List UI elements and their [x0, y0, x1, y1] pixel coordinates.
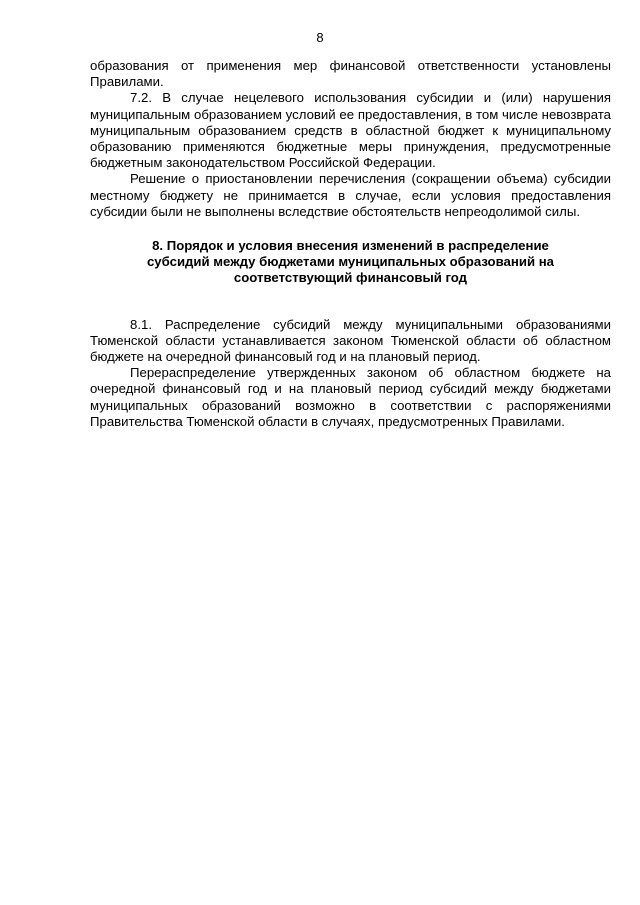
paragraph-redistribution: Перераспределение утвержденных законом об областном бюджете на очередной финансовый год и на плановый период субсидий между бюджетами муниципальных образований возможно в соответствии с распоряжениями Правительства Тюменской области в случаях, предусмотренных Правилами.: [90, 365, 611, 429]
section-heading: [90, 238, 611, 287]
section-heading-line: 8. Порядок и условия внесения изменений в распределение: [152, 238, 549, 254]
page-number: 8: [316, 30, 324, 45]
paragraph-8-1: 8.1. Распределение субсидий между муниципальными образованиями Тюменской области устанавливается законом Тюменской области об областном бюджете на очередной финансовый год и на плановый период.: [90, 316, 611, 365]
document-body: [90, 58, 611, 430]
section-heading-line: субсидий между бюджетами муниципальных образований на: [146, 254, 555, 270]
paragraph-continuation: образования от применения мер финансовой ответственности установлены Правилами.: [90, 58, 611, 90]
section-heading-line: соответствующий финансовый год: [233, 270, 468, 286]
paragraph-7-2: 7.2. В случае нецелевого использования субсидии и (или) нарушения муниципальным образованием условий ее предоставления, в том числе невозврата муниципальным образованием средств в областной бюджет к муниципальному образованию применяются бюджетные меры принуждения, предусмотренные бюджетным законодательством Российской Федерации.: [90, 90, 611, 171]
paragraph-suspension-decision: Решение о приостановлении перечисления (сокращении объема) субсидии местному бюджету не принимается в случае, если условия предоставления субсидии были не выполнены вследствие обстоятельств непреодолимой силы.: [90, 171, 611, 219]
